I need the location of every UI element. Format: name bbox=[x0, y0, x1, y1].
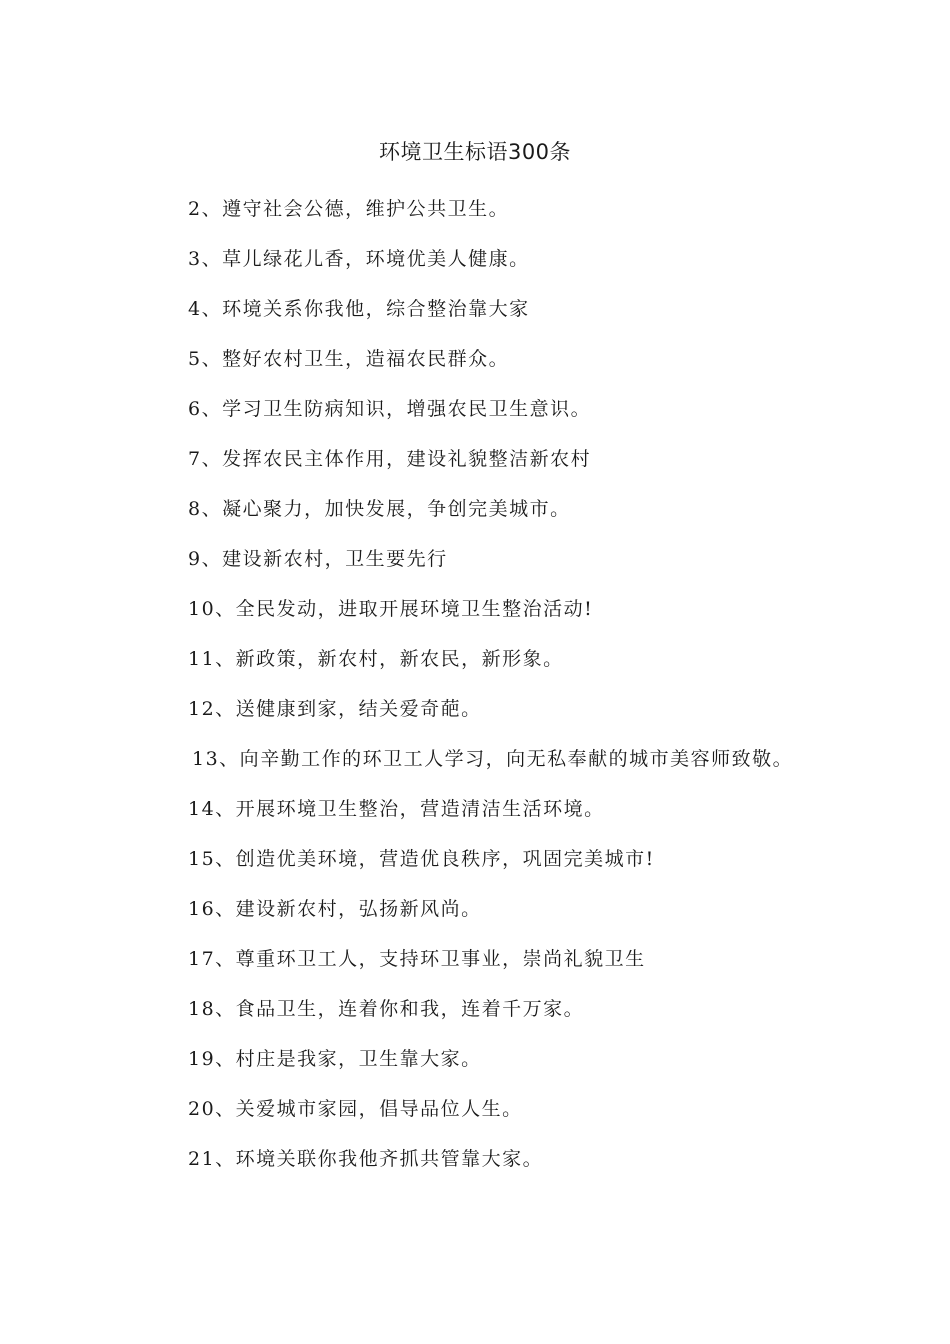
slogan-item: 11、新政策，新农村，新农民，新形象。 bbox=[188, 648, 564, 670]
slogan-item: 17、尊重环卫工人，支持环卫事业，崇尚礼貌卫生 bbox=[188, 948, 646, 970]
slogan-item: 6、学习卫生防病知识，增强农民卫生意识。 bbox=[188, 398, 592, 420]
slogan-item: 10、全民发动，进取开展环境卫生整治活动! bbox=[188, 598, 594, 620]
slogan-item: 16、建设新农村，弘扬新风尚。 bbox=[188, 898, 482, 920]
slogan-item: 13、向辛勤工作的环卫工人学习，向无私奉献的城市美容师致敬。 bbox=[192, 748, 794, 770]
slogan-item: 9、建设新农村，卫生要先行 bbox=[188, 548, 448, 570]
slogan-item: 12、送健康到家，结关爱奇葩。 bbox=[188, 698, 482, 720]
slogan-item: 14、开展环境卫生整治，营造清洁生活环境。 bbox=[188, 798, 605, 820]
slogan-item: 3、草儿绿花儿香，环境优美人健康。 bbox=[188, 248, 530, 270]
slogan-item: 2、遵守社会公德，维护公共卫生。 bbox=[188, 198, 510, 220]
document-title: 环境卫生标语300条 bbox=[378, 140, 572, 164]
slogan-list bbox=[144, 184, 824, 1184]
slogan-item: 8、凝心聚力，加快发展，争创完美城市。 bbox=[188, 498, 571, 520]
slogan-item: 21、环境关联你我他齐抓共管靠大家。 bbox=[188, 1148, 544, 1170]
slogan-item: 7、发挥农民主体作用，建设礼貌整洁新农村 bbox=[188, 448, 592, 470]
slogan-item: 4、环境关系你我他，综合整治靠大家 bbox=[188, 298, 530, 320]
slogan-item: 18、食品卫生，连着你和我，连着千万家。 bbox=[188, 998, 585, 1020]
slogan-item: 5、整好农村卫生，造福农民群众。 bbox=[188, 348, 510, 370]
slogan-item: 19、村庄是我家，卫生靠大家。 bbox=[188, 1048, 482, 1070]
slogan-item: 20、关爱城市家园，倡导品位人生。 bbox=[188, 1098, 523, 1120]
slogan-item: 15、创造优美环境，营造优良秩序，巩固完美城市! bbox=[188, 848, 655, 870]
